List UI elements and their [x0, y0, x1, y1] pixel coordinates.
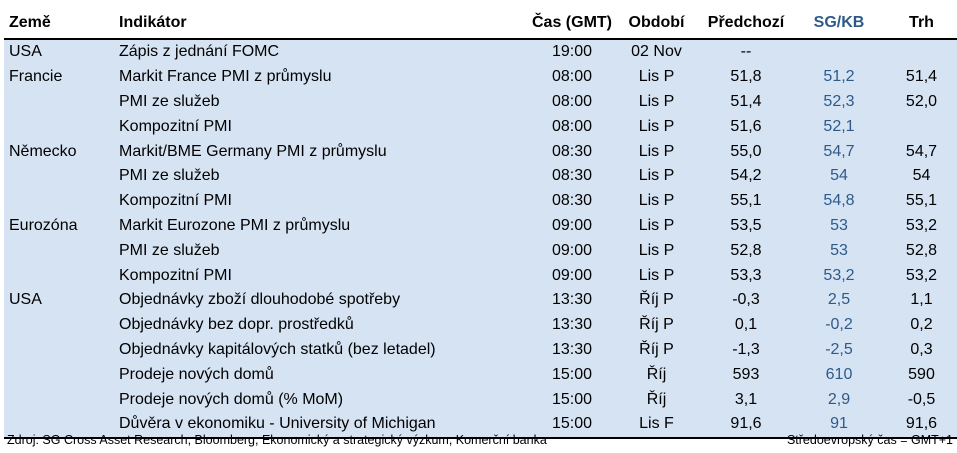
table-row [4, 288, 957, 313]
cell-market: 53,2 [880, 214, 957, 239]
cell-period: Lis P [619, 139, 694, 164]
cell-indicator: Prodeje nových domů [115, 362, 525, 387]
cell-previous: 3,1 [694, 387, 798, 412]
cell-sgkb: 91 [798, 412, 880, 438]
cell-sgkb: 54 [798, 164, 880, 189]
cell-market: 55,1 [880, 189, 957, 214]
cell-previous: 593 [694, 362, 798, 387]
cell-previous: -0,3 [694, 288, 798, 313]
cell-sgkb: 53 [798, 214, 880, 239]
cell-period: Lis P [619, 164, 694, 189]
header-period: Období [619, 8, 694, 39]
cell-time: 08:00 [525, 90, 619, 115]
cell-sgkb: 51,2 [798, 65, 880, 90]
table-row [4, 263, 957, 288]
table-body [4, 39, 957, 438]
cell-market: 91,6 [880, 412, 957, 438]
cell-period: Lis F [619, 412, 694, 438]
cell-market: 0,3 [880, 338, 957, 363]
cell-time: 15:00 [525, 412, 619, 438]
cell-sgkb: 2,9 [798, 387, 880, 412]
cell-market [880, 114, 957, 139]
header-indicator: Indikátor [115, 8, 525, 39]
cell-sgkb: -2,5 [798, 338, 880, 363]
cell-country: Francie [4, 65, 115, 90]
cell-period: Říj P [619, 338, 694, 363]
cell-country [4, 238, 115, 263]
cell-country [4, 189, 115, 214]
table-row [4, 114, 957, 139]
cell-previous: 55,1 [694, 189, 798, 214]
cell-country [4, 338, 115, 363]
economic-calendar-table [4, 8, 957, 439]
cell-market: 1,1 [880, 288, 957, 313]
cell-indicator: Markit Eurozone PMI z průmyslu [115, 214, 525, 239]
cell-market: -0,5 [880, 387, 957, 412]
cell-period: Říj P [619, 288, 694, 313]
table-row [4, 362, 957, 387]
cell-sgkb: 2,5 [798, 288, 880, 313]
source-note: Zdroj: SG Cross Asset Research, Bloomberg, Ekonomický a strategický výzkum, Komerční banka [7, 433, 547, 447]
cell-period: Lis P [619, 65, 694, 90]
cell-indicator: PMI ze služeb [115, 164, 525, 189]
cell-country: USA [4, 288, 115, 313]
cell-period: Lis P [619, 114, 694, 139]
table-header [4, 8, 957, 39]
cell-sgkb: 54,7 [798, 139, 880, 164]
cell-market: 54,7 [880, 139, 957, 164]
cell-indicator: Markit France PMI z průmyslu [115, 65, 525, 90]
cell-sgkb: 52,3 [798, 90, 880, 115]
cell-previous: 51,6 [694, 114, 798, 139]
cell-sgkb: -0,2 [798, 313, 880, 338]
cell-previous: 55,0 [694, 139, 798, 164]
cell-indicator: Markit/BME Germany PMI z průmyslu [115, 139, 525, 164]
cell-period: Lis P [619, 189, 694, 214]
cell-country: USA [4, 39, 115, 65]
cell-country [4, 263, 115, 288]
cell-sgkb: 53 [798, 238, 880, 263]
cell-indicator: Objednávky kapitálových statků (bez letadel) [115, 338, 525, 363]
table-row [4, 338, 957, 363]
table-row [4, 387, 957, 412]
cell-previous: 51,8 [694, 65, 798, 90]
cell-previous: 51,4 [694, 90, 798, 115]
cell-sgkb: 52,1 [798, 114, 880, 139]
cell-sgkb: 53,2 [798, 263, 880, 288]
cell-country: Eurozóna [4, 214, 115, 239]
cell-previous: 52,8 [694, 238, 798, 263]
cell-country [4, 90, 115, 115]
cell-country [4, 387, 115, 412]
cell-period: 02 Nov [619, 39, 694, 65]
cell-country [4, 114, 115, 139]
header-time: Čas (GMT) [525, 8, 619, 39]
cell-market: 0,2 [880, 313, 957, 338]
cell-sgkb: 610 [798, 362, 880, 387]
cell-sgkb [798, 39, 880, 65]
table-row [4, 139, 957, 164]
cell-indicator: PMI ze služeb [115, 90, 525, 115]
cell-time: 08:30 [525, 139, 619, 164]
cell-indicator: PMI ze služeb [115, 238, 525, 263]
cell-market: 52,0 [880, 90, 957, 115]
table-row [4, 214, 957, 239]
cell-country [4, 362, 115, 387]
cell-time: 09:00 [525, 214, 619, 239]
cell-indicator: Kompozitní PMI [115, 114, 525, 139]
cell-previous: 54,2 [694, 164, 798, 189]
cell-market [880, 39, 957, 65]
cell-market: 54 [880, 164, 957, 189]
cell-indicator: Kompozitní PMI [115, 263, 525, 288]
cell-indicator: Prodeje nových domů (% MoM) [115, 387, 525, 412]
cell-market: 53,2 [880, 263, 957, 288]
cell-time: 08:00 [525, 65, 619, 90]
header-country: Země [4, 8, 115, 39]
cell-period: Lis P [619, 90, 694, 115]
cell-indicator: Objednávky zboží dlouhodobé spotřeby [115, 288, 525, 313]
cell-previous: 0,1 [694, 313, 798, 338]
cell-indicator: Důvěra v ekonomiku - University of Michigan [115, 412, 525, 438]
cell-market: 590 [880, 362, 957, 387]
header-sgkb: SG/KB [798, 8, 880, 39]
header-previous: Předchozí [694, 8, 798, 39]
cell-time: 08:00 [525, 114, 619, 139]
cell-sgkb: 54,8 [798, 189, 880, 214]
cell-time: 09:00 [525, 238, 619, 263]
table-row [4, 313, 957, 338]
header-market: Trh [880, 8, 957, 39]
cell-time: 08:30 [525, 189, 619, 214]
cell-time: 15:00 [525, 362, 619, 387]
cell-previous: 53,5 [694, 214, 798, 239]
cell-previous: -- [694, 39, 798, 65]
table-row [4, 164, 957, 189]
cell-period: Lis P [619, 214, 694, 239]
cell-time: 08:30 [525, 164, 619, 189]
cell-previous: -1,3 [694, 338, 798, 363]
table-row [4, 238, 957, 263]
cell-period: Říj [619, 362, 694, 387]
cell-country: Německo [4, 139, 115, 164]
cell-period: Říj [619, 387, 694, 412]
cell-indicator: Kompozitní PMI [115, 189, 525, 214]
cell-indicator: Zápis z jednání FOMC [115, 39, 525, 65]
cell-time: 13:30 [525, 338, 619, 363]
cell-period: Lis P [619, 263, 694, 288]
cell-market: 51,4 [880, 65, 957, 90]
cell-country [4, 313, 115, 338]
table-row [4, 189, 957, 214]
table-footer [7, 433, 953, 447]
cell-period: Lis P [619, 238, 694, 263]
table-row [4, 90, 957, 115]
cell-indicator: Objednávky bez dopr. prostředků [115, 313, 525, 338]
header-row [4, 8, 957, 39]
cell-period: Říj P [619, 313, 694, 338]
cell-time: 13:30 [525, 288, 619, 313]
timezone-note: Středoevropský čas = GMT+1 [786, 433, 953, 447]
cell-market: 52,8 [880, 238, 957, 263]
cell-time: 09:00 [525, 263, 619, 288]
cell-country [4, 164, 115, 189]
cell-previous: 91,6 [694, 412, 798, 438]
cell-time: 13:30 [525, 313, 619, 338]
table-row [4, 39, 957, 65]
cell-time: 19:00 [525, 39, 619, 65]
cell-time: 15:00 [525, 387, 619, 412]
table-row [4, 65, 957, 90]
cell-previous: 53,3 [694, 263, 798, 288]
calendar-table-container [4, 8, 954, 439]
